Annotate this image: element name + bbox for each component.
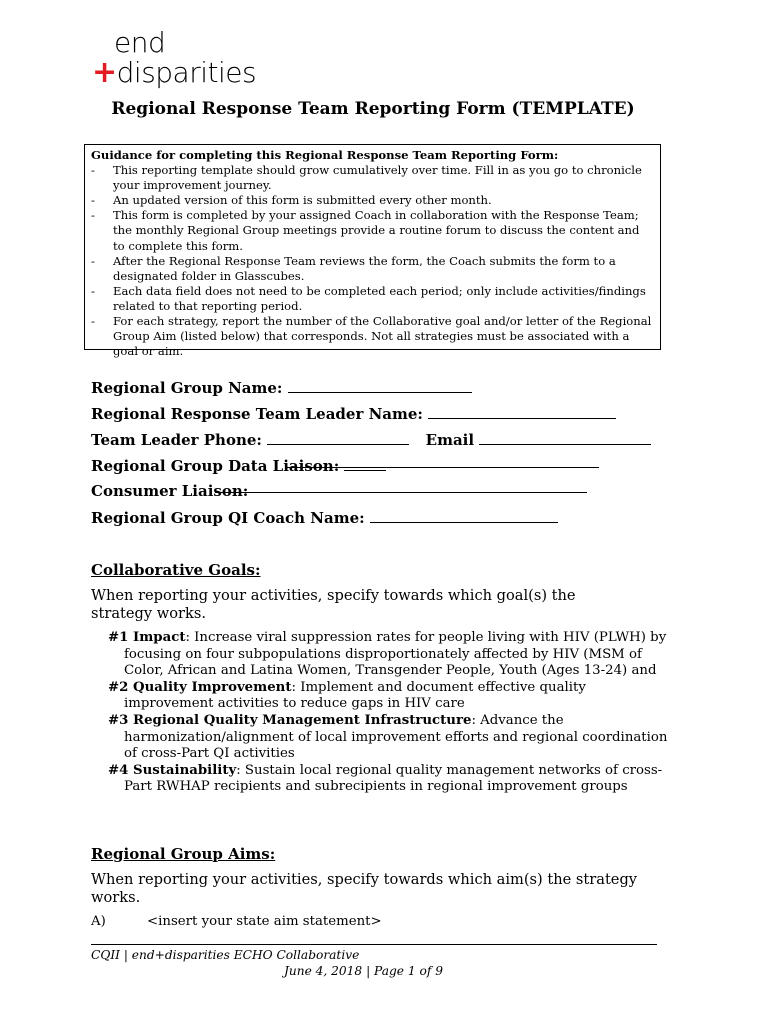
guidance-item: - This form is completed by your assigned Coach in collaboration with the Response Team; the monthly Regional Group meetings provide a routine forum to discuss the content and to complete this form. [91,208,640,253]
qi-coach-field [91,508,558,527]
page-title: Regional Response Team Reporting Form (TEMPLATE) [111,99,635,119]
data-liaison-label: Regional Group Data Liaison: [91,457,340,475]
guidance-item: - This reporting template should grow cumulatively over time. Fill in as you go to chronicle your improvement journey. [91,163,642,193]
aim-item [91,914,382,929]
group-name-blank[interactable] [288,378,472,393]
goal-item: #2 Quality Improvement: Implement and document effective quality improvement activities to reduce gaps in HIV care [108,679,586,712]
logo-word: disparities [116,56,257,89]
aim-text: <insert your state aim statement> [147,914,382,929]
qi-coach-blank[interactable] [370,508,558,523]
data-liaison-field [91,456,386,475]
leader-name-label: Regional Response Team Leader Name: [91,405,423,423]
guidance-item: - For each strategy, report the number of the Collaborative goal and/or letter of the Regional Group Aim (listed below) that corresponds. Not all strategies must be associated with a goal or aim. [91,314,652,359]
leader-name-field [91,404,616,423]
leader-phone-label: Team Leader Phone: [91,431,262,449]
consumer-liaison-label: Consumer Liaison: [91,482,249,500]
guidance-heading: Guidance for completing this Regional Response Team Reporting Form: [91,148,559,162]
consumer-liaison-line[interactable] [215,492,587,493]
data-liaison-line [287,467,599,468]
aims-heading: Regional Group Aims: [91,845,276,863]
footer-collaborative: CQII | end+disparities ECHO Collaborative [91,948,360,962]
leader-phone-field [91,430,651,449]
guidance-box [84,144,661,359]
email-label: Email [425,431,475,449]
goal-item: #3 Regional Quality Management Infrastructure: Advance the harmonization/alignment of local improvement efforts and regional coordination of cross-Part QI activities [108,712,668,762]
logo-plus-mark: + [92,55,117,90]
email-blank[interactable] [479,430,651,445]
consumer-liaison-field [91,482,248,500]
goal-item: #4 Sustainability: Sustain local regional quality management networks of cross-Part RWHAP recipients and subrecipients in regional improvement groups [108,762,663,795]
footer-date-page: June 4, 2018 | Page 1 of 9 [284,964,443,978]
group-name-field [91,378,472,397]
end-disparities-logo [92,28,256,88]
guidance-item: - After the Regional Response Team reviews the form, the Coach submits the form to a designated folder in Glasscubes. [91,253,616,283]
guidance-list [91,163,654,359]
aims-intro: When reporting your activities, specify towards which aim(s) the strategy works. [91,871,638,906]
leader-name-blank[interactable] [428,404,616,419]
leader-phone-blank[interactable] [267,430,409,445]
qi-coach-label: Regional Group QI Coach Name: [91,509,365,527]
goals-intro: When reporting your activities, specify towards which goal(s) the strategy works. [91,587,576,622]
goal-item: #1 Impact: Increase viral suppression rates for people living with HIV (PLWH) by focusing on four subpopulations disproportionately affected by HIV (MSM of Color, African and Latina Women, Transgender People, Youth (Ages 13-24) and [108,630,667,679]
logo-line-end: end [114,26,166,59]
aim-label: A) [91,914,106,929]
goals-heading: Collaborative Goals: [91,561,261,579]
goals-list [108,630,668,796]
group-name-label: Regional Group Name: [91,379,283,397]
footer-divider [91,944,657,945]
guidance-item: - Each data field does not need to be completed each period; only include activities/findings related to that reporting period. [91,283,646,313]
logo-line-disparities [92,55,257,90]
guidance-item: - An updated version of this form is submitted every other month. [91,193,492,208]
data-liaison-blank[interactable] [344,456,386,471]
